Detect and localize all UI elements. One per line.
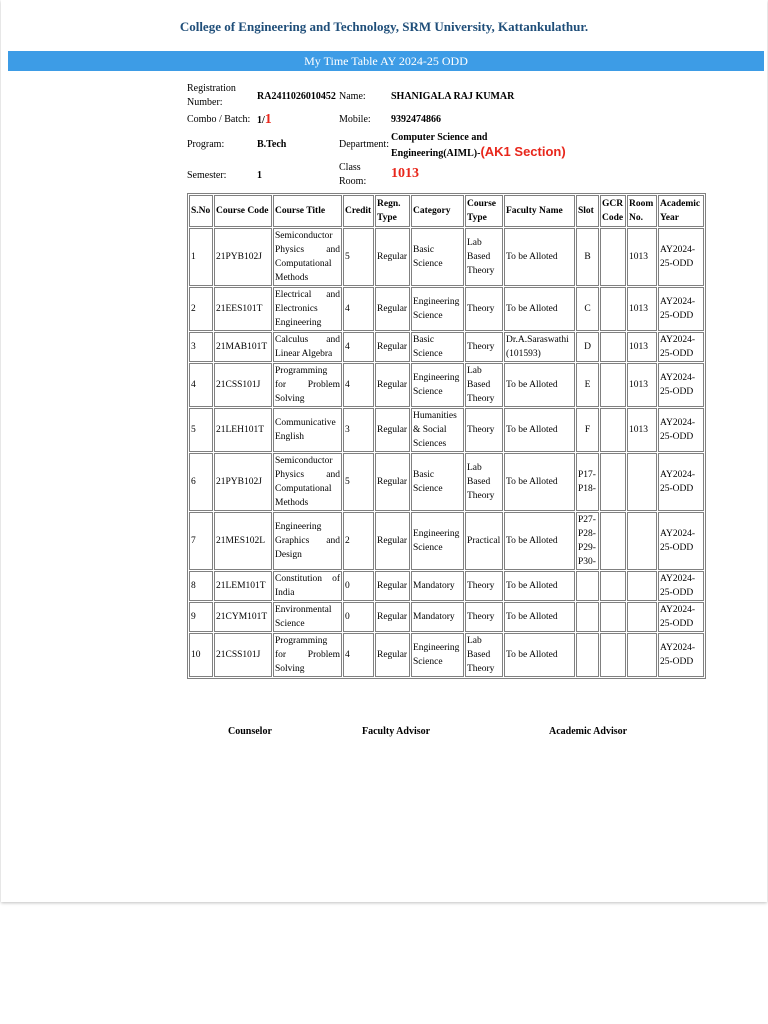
cell-course-title: Semiconductor Physics and Computational Methods [273,453,342,511]
registration-label: Registration Number: [187,83,236,108]
cell-sno: 7 [189,512,213,570]
cell-course-code: 21CYM101T [214,602,272,632]
header-category: Category [411,195,464,227]
table-row [189,287,704,331]
cell-category: Mandatory [411,602,464,632]
cell-category: Basic Science [411,453,464,511]
cell-course-type: Lab Based Theory [465,228,503,286]
header-room-no: Room No. [627,195,657,227]
cell-course-type: Theory [465,571,503,601]
header-sno: S.No [189,195,213,227]
timetable-table [187,193,706,679]
combo-label: Combo / Batch: [187,114,251,125]
cell-regn-type: Regular [375,571,410,601]
cell-course-title: Programming for Problem Solving [273,633,342,677]
cell-room-no: 1013 [627,408,657,452]
cell-category: Basic Science [411,332,464,362]
semester-value: 1 [257,170,262,181]
combo-number: 1/ [257,115,265,126]
cell-category: Engineering Science [411,633,464,677]
program-label: Program: [187,139,225,150]
cell-gcr-code [600,633,626,677]
cell-category: Engineering Science [411,287,464,331]
cell-academic-year: AY2024-25-ODD [658,363,704,407]
cell-course-code: 21MES102L [214,512,272,570]
cell-course-code: 21MAB101T [214,332,272,362]
table-row [189,512,704,570]
header-academic-year: Academic Year [658,195,704,227]
cell-room-no [627,602,657,632]
registration-number: RA2411026010452 [257,91,336,102]
cell-course-code: 21LEH101T [214,408,272,452]
cell-sno: 1 [189,228,213,286]
cell-sno: 4 [189,363,213,407]
cell-category: Basic Science [411,228,464,286]
cell-sno: 2 [189,287,213,331]
cell-credit: 4 [343,633,374,677]
cell-gcr-code [600,363,626,407]
cell-academic-year: AY2024-25-ODD [658,512,704,570]
cell-category: Engineering Science [411,512,464,570]
cell-regn-type: Regular [375,408,410,452]
cell-sno: 8 [189,571,213,601]
cell-room-no [627,571,657,601]
cell-sno: 10 [189,633,213,677]
cell-course-title: Calculus and Linear Algebra [273,332,342,362]
academic-advisor-signature: Academic Advisor [549,726,628,737]
cell-course-title: Programming for Problem Solving [273,363,342,407]
cell-room-no [627,453,657,511]
cell-academic-year: AY2024-25-ODD [658,332,704,362]
cell-gcr-code [600,602,626,632]
cell-room-no [627,633,657,677]
cell-course-title: Constitution of India [273,571,342,601]
cell-regn-type: Regular [375,287,410,331]
cell-course-code: 21CSS101J [214,633,272,677]
header-faculty-name: Faculty Name [504,195,575,227]
cell-faculty-name: To be Alloted [504,602,575,632]
cell-regn-type: Regular [375,633,410,677]
cell-faculty-name: Dr.A.Saraswathi (101593) [504,332,575,362]
batch-number: 1 [264,112,272,127]
semester-label: Semester: [187,170,227,181]
classroom-number: 1013 [391,166,419,181]
combo-value [257,113,272,128]
faculty-advisor-signature: Faculty Advisor [362,726,431,737]
table-row [189,633,704,677]
classroom-value [391,167,419,182]
name-label: Name: [339,91,366,102]
department-line-2: Engineering(AIML)- [391,148,481,159]
cell-academic-year: AY2024-25-ODD [658,228,704,286]
cell-sno: 6 [189,453,213,511]
cell-course-code: 21EES101T [214,287,272,331]
cell-regn-type: Regular [375,332,410,362]
cell-room-no: 1013 [627,228,657,286]
cell-course-type: Theory [465,287,503,331]
cell-faculty-name: To be Alloted [504,633,575,677]
timetable-banner: My Time Table AY 2024-25 ODD [8,51,764,71]
cell-credit: 4 [343,287,374,331]
department-line-1: Computer Science and [391,132,488,143]
table-row [189,602,704,632]
cell-slot [576,602,599,632]
timetable-sheet [1,0,767,902]
cell-credit: 4 [343,363,374,407]
cell-category: Humanities & Social Sciences [411,408,464,452]
cell-course-type: Lab Based Theory [465,453,503,511]
cell-sno: 3 [189,332,213,362]
cell-slot: C [576,287,599,331]
cell-academic-year: AY2024-25-ODD [658,453,704,511]
cell-course-code: 21CSS101J [214,363,272,407]
section-label: (AK1 Section) [480,144,566,159]
cell-slot: B [576,228,599,286]
department-label: Department: [339,139,389,150]
cell-course-title: Environmental Science [273,602,342,632]
cell-course-type: Practical [465,512,503,570]
cell-sno: 5 [189,408,213,452]
header-regn-type: Regn. Type [375,195,410,227]
cell-room-no: 1013 [627,287,657,331]
mobile-number: 9392474866 [391,114,441,125]
cell-credit: 0 [343,571,374,601]
cell-credit: 2 [343,512,374,570]
cell-gcr-code [600,453,626,511]
table-row [189,408,704,452]
cell-slot: P27-P28-P29-P30- [576,512,599,570]
cell-slot: E [576,363,599,407]
header-course-title: Course Title [273,195,342,227]
cell-gcr-code [600,332,626,362]
cell-faculty-name: To be Alloted [504,287,575,331]
cell-gcr-code [600,287,626,331]
header-slot: Slot [576,195,599,227]
cell-faculty-name: To be Alloted [504,512,575,570]
table-row [189,571,704,601]
college-title: College of Engineering and Technology, SRM University, Kattankulathur. [179,19,589,34]
cell-credit: 5 [343,453,374,511]
counselor-signature: Counselor [228,726,272,737]
cell-credit: 3 [343,408,374,452]
cell-academic-year: AY2024-25-ODD [658,602,704,632]
header-credit: Credit [343,195,374,227]
cell-regn-type: Regular [375,363,410,407]
cell-gcr-code [600,228,626,286]
department-value [391,131,591,161]
cell-faculty-name: To be Alloted [504,571,575,601]
cell-course-type: Theory [465,332,503,362]
cell-faculty-name: To be Alloted [504,408,575,452]
table-row [189,363,704,407]
cell-category: Engineering Science [411,363,464,407]
cell-credit: 5 [343,228,374,286]
table-row [189,228,704,286]
cell-course-title: Electrical and Electronics Engineering [273,287,342,331]
cell-credit: 0 [343,602,374,632]
student-name: SHANIGALA RAJ KUMAR [391,91,515,102]
classroom-label: Class Room: [339,162,367,187]
table-header-row [189,195,704,227]
cell-academic-year: AY2024-25-ODD [658,287,704,331]
header-course-code: Course Code [214,195,272,227]
cell-regn-type: Regular [375,453,410,511]
cell-course-code: 21LEM101T [214,571,272,601]
cell-regn-type: Regular [375,602,410,632]
cell-course-type: Lab Based Theory [465,363,503,407]
cell-regn-type: Regular [375,512,410,570]
cell-slot: D [576,332,599,362]
timetable-body [189,228,704,677]
cell-course-code: 21PYB102J [214,453,272,511]
cell-faculty-name: To be Alloted [504,453,575,511]
header-gcr-code: GCR Code [600,195,626,227]
cell-room-no: 1013 [627,363,657,407]
cell-slot [576,633,599,677]
header-course-type: Course Type [465,195,503,227]
cell-regn-type: Regular [375,228,410,286]
cell-academic-year: AY2024-25-ODD [658,633,704,677]
table-row [189,332,704,362]
cell-course-title: Engineering Graphics and Design [273,512,342,570]
cell-gcr-code [600,571,626,601]
cell-gcr-code [600,512,626,570]
cell-course-title: Communicative English [273,408,342,452]
cell-course-code: 21PYB102J [214,228,272,286]
cell-room-no: 1013 [627,332,657,362]
cell-slot: P17-P18- [576,453,599,511]
mobile-label: Mobile: [339,114,371,125]
cell-faculty-name: To be Alloted [504,228,575,286]
cell-academic-year: AY2024-25-ODD [658,408,704,452]
cell-slot: F [576,408,599,452]
cell-credit: 4 [343,332,374,362]
cell-slot [576,571,599,601]
cell-course-type: Theory [465,408,503,452]
cell-faculty-name: To be Alloted [504,363,575,407]
cell-gcr-code [600,408,626,452]
cell-course-title: Semiconductor Physics and Computational Methods [273,228,342,286]
cell-academic-year: AY2024-25-ODD [658,571,704,601]
cell-sno: 9 [189,602,213,632]
table-row [189,453,704,511]
cell-course-type: Lab Based Theory [465,633,503,677]
cell-category: Mandatory [411,571,464,601]
cell-course-type: Theory [465,602,503,632]
program-value: B.Tech [257,139,287,150]
cell-room-no [627,512,657,570]
